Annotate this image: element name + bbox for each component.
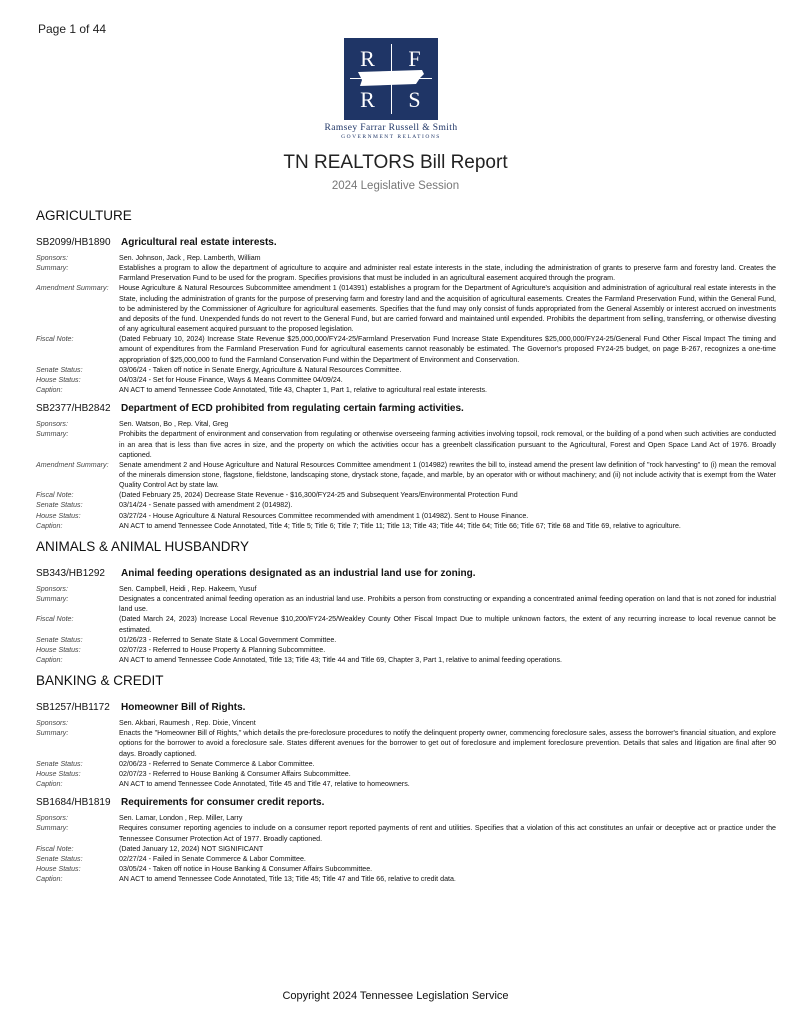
page-number: Page 1 of 44 [38,22,107,36]
field-label: Amendment Summary: [36,284,109,293]
bill-field-row [36,365,776,375]
field-label: Fiscal Note: [36,615,74,624]
field-value: Sen. Akbari, Raumesh , Rep. Dixie, Vincent [119,719,256,728]
logo-letter: F [408,46,421,71]
bill-field-row [36,419,776,429]
bill-field-row [36,253,776,263]
field-value: AN ACT to amend Tennessee Code Annotated, Title 13; Title 43; Title 44 and Title 69, Chapter 3, Part 1, relative to animal feeding operations. [119,656,562,664]
bill-field-row [36,769,776,779]
bill-field-row [36,728,776,758]
bill-number: SB2377/HB2842 [36,403,111,415]
field-value: (Dated March 24, 2023) Increase Local Revenue $10,200/FY24-25/Weakley County Other Fiscal Impact Due to multiple unknown factors, the extent of any recurring increase to local revenue cannot be estimated. [119,615,776,634]
field-value: Requires consumer reporting agencies to include on a consumer report reported payments of rent and utilities. Specifies that a violation of this act constitutes an unfair or deceptive act or practice under the Tennessee Consumer Protection Act of 1977. Broadly captioned. [119,824,776,843]
field-label: House Status: [36,865,81,874]
field-label: Summary: [36,264,69,273]
field-label: Senate Status: [36,759,83,768]
field-label: Sponsors: [36,420,68,429]
field-value: 03/27/24 - House Agriculture & Natural Resources Committee recommended with amendment 1 (014982). Sent to House Finance. [119,511,529,520]
report-subtitle: 2024 Legislative Session [331,180,460,192]
bill-field-row [36,490,776,500]
field-label: Fiscal Note: [36,335,74,344]
field-value: Establishes a program to allow the department of agriculture to acquire and administer real estate interests in the state, including the administration of grants to preserve farm and forestry land. Creates the Farmland Preservation Fund to be used for the program. Specifies provisions that must be included in an agricultural easement acquired through the program. [119,264,776,283]
field-label: Senate Status: [36,854,83,863]
bill-field-row [36,854,776,864]
field-label: Summary: [36,824,69,833]
bill-field-row [36,460,776,490]
bill-entry [36,237,776,395]
field-label: Sponsors: [36,584,68,593]
field-value: AN ACT to amend Tennessee Code Annotated, Title 4; Title 5; Title 6; Title 7; Title 11; Title 13; Title 43; Title 44; Title 64; Title 66; Title 67; Title 68 and Title 69, relative to agriculture. [119,521,681,530]
bill-field-row [36,874,776,884]
bill-field-row [36,511,776,521]
bill-field-row [36,813,776,823]
field-value: (Dated February 25, 2024) Decrease State Revenue - $16,300/FY24-25 and Subsequent Years/Environmental Protection Fund [119,491,518,500]
field-value: Designates a concentrated animal feeding operation as an industrial land use. Prohibits a person from constructing or expanding a concentrated animal feeding operation on land that is not zoned for industrial land use. [119,595,776,614]
bill-field-row [36,655,776,665]
field-value: AN ACT to amend Tennessee Code Annotated, Title 13; Title 45; Title 47 and Title 66, relative to credit data. [119,875,456,884]
field-label: Sponsors: [36,814,68,823]
field-value: AN ACT to amend Tennessee Code Annotated, Title 45 and Title 47, relative to homeowners. [119,780,410,789]
field-value: 03/14/24 - Senate passed with amendment 2 (014982). [119,501,293,510]
category-heading: ANIMALS & ANIMAL HUSBANDRY [36,538,250,554]
category-heading: AGRICULTURE [36,208,132,223]
field-value: AN ACT to amend Tennessee Code Annotated, Title 43, Chapter 1, Part 1, relative to agricultural real estate interests. [119,386,488,395]
bill-header [36,568,776,579]
firm-logo [344,38,438,120]
field-label: Senate Status: [36,501,83,510]
bill-field-row [36,645,776,655]
bill-header [36,797,776,808]
field-value: 04/03/24 - Set for House Finance, Ways & Means Committee 04/09/24. [119,375,343,384]
bill-number: SB2099/HB1890 [36,237,111,248]
field-label: Sponsors: [36,254,68,262]
bill-title: Animal feeding operations designated as an industrial land use for zoning. [121,567,476,579]
bill-field-row [36,718,776,728]
bill-title: Homeowner Bill of Rights. [121,702,246,714]
field-value: 02/07/23 - Referred to House Property & Planning Subcommittee. [119,645,326,654]
bill-field-row [36,594,776,614]
field-value: Prohibits the department of environment and conservation from regulating or otherwise overseeing farming activities involving topsoil, rock removal, or the building of a pond when such activities are conducted in an area that is less than five acres in size, and the property on which the activities occur has a greenbelt classification pursuant to the Agricultural, Forest and Open Space Land Act of 1976. Broadly captioned. [119,430,776,459]
bill-field-row [36,635,776,645]
field-label: House Status: [36,769,81,778]
field-label: Caption: [36,875,63,884]
bill-entry [36,702,776,789]
logo-letter: R [360,46,375,71]
field-value: Sen. Johnson, Jack , Rep. Lamberth, William [119,254,261,262]
field-value: 01/26/23 - Referred to Senate State & Local Government Committee. [119,635,337,644]
bill-title: Department of ECD prohibited from regulating certain farming activities. [121,403,464,415]
field-value: 02/07/23 - Referred to House Banking & Consumer Affairs Subcommittee. [119,769,351,778]
field-label: Fiscal Note: [36,491,74,500]
bill-field-row [36,823,776,843]
field-value: 03/05/24 - Taken off notice in House Banking & Consumer Affairs Subcommittee. [119,865,373,874]
logo-letter: S [408,87,421,112]
bill-title: Agricultural real estate interests. [121,237,277,248]
bill-number: SB1257/HB1172 [36,702,110,714]
bill-field-row [36,334,776,364]
field-label: Caption: [36,656,63,664]
footer-copyright: Copyright 2024 Tennessee Legislation Service [282,990,509,1002]
field-label: Caption: [36,521,63,530]
field-label: House Status: [36,375,81,384]
field-value: Sen. Watson, Bo , Rep. Vital, Greg [119,420,229,429]
bill-header [36,702,776,713]
bill-field-row [36,521,776,531]
field-label: Sponsors: [36,719,68,728]
field-label: Senate Status: [36,635,83,644]
field-value: (Dated February 10, 2024) Increase State Revenue $25,000,000/FY24-25/Farmland Preservation Fund Increase State Expenditures $25,000,000/FY24-25/General Fund Other Fiscal Impact The timing and amount of expenditures from the Farmland Preservation Fund for agricultural easements cannot reasonably be estimated. The Governor's proposed FY24-25 budget, on page B-267, recognizes a one-time appropriation of $25,000,000 to fund the Farmland Conservation Fund within the Department of Environment and Conservation. [119,335,776,364]
bill-number: SB343/HB1292 [36,567,105,579]
field-label: Amendment Summary: [36,460,109,469]
field-label: Summary: [36,729,69,738]
bill-field-row [36,759,776,769]
bill-field-row [36,614,776,634]
bill-title: Requirements for consumer credit reports. [121,797,325,809]
bill-field-row [36,864,776,874]
field-value: 02/27/24 - Failed in Senate Commerce & Labor Committee. [119,854,306,863]
bill-field-row [36,779,776,789]
field-value: 03/06/24 - Taken off notice in Senate Energy, Agriculture & Natural Resources Committee. [119,365,402,374]
field-label: Caption: [36,386,63,395]
field-label: Summary: [36,595,69,604]
bill-field-row [36,283,776,334]
bill-header [36,237,776,248]
bill-field-row [36,429,776,459]
field-value: House Agriculture & Natural Resources Subcommittee amendment 1 (014391) establishes a program for the Department of Agriculture's acquisition and administration of agricultural real estate interests in the State, including the administration of grants for the purpose of preserving farm and forestry land and the acquisition of agricultural easements. Creates the Farmland Preservation Fund, within the General Fund, to be administered by the Commissioner of Agriculture for agricultural easements. Specifies that the fund may only consist of funds appropriated from the General Assembly or interest accrued on investments and deposits of the fund. Unexpended funds do not revert to the General Fund, but are carried forward and maintained until expended. Prohibits the department from selling, transferring, or otherwise divesting of any agricultural easement acquired pursuant to the proposed legislation. [119,284,776,334]
field-value: (Dated January 12, 2024) NOT SIGNIFICANT [119,844,264,853]
field-label: Senate Status: [36,365,83,374]
bill-field-row [36,584,776,594]
bill-entry [36,568,776,665]
field-value: Sen. Lamar, London , Rep. Miller, Larry [119,814,243,823]
report-content [36,208,776,892]
bill-number: SB1684/HB1819 [36,797,111,809]
field-value: 02/06/23 - Referred to Senate Commerce & Labor Committee. [119,759,315,768]
bill-entry [36,797,776,884]
bill-field-row [36,844,776,854]
bill-field-row [36,375,776,385]
field-value: Sen. Campbell, Heidi , Rep. Hakeem, Yusuf [119,584,257,593]
bill-field-row [36,500,776,510]
bill-field-row [36,385,776,395]
field-label: Fiscal Note: [36,844,74,853]
field-label: Caption: [36,780,63,789]
field-value: Senate amendment 2 and House Agriculture and Natural Resources Committee amendment 1 (014982) rewrites the bill to, instead amend the present law definition of "rock harvesting" to (i) mean the removal of the minerals dimension stone, flagstone, fieldstone, landscaping stone, drystack stone, façade, and marble, by an operator with or without machinery; and (ii) not include activity that is exempt from the Water Quality Control Act by state law. [119,460,776,490]
field-label: House Status: [36,511,81,520]
bill-header [36,403,776,414]
field-label: House Status: [36,645,81,654]
category-heading: BANKING & CREDIT [36,673,164,689]
firm-name: Ramsey Farrar Russell & Smith [324,123,458,133]
field-label: Summary: [36,430,69,439]
field-value: Enacts the "Homeowner Bill of Rights," which details the pre-foreclosure procedures to notify the delinquent property owner, commencing foreclosure sales, assess the borrower's financial situation, and explore options for the borrower to avoid a foreclosure sale. States different avenues for the borrower to get out of foreclosure and implement foreclosure prevention. Details that sales and litigation are final after 90 days. Broadly captioned. [119,729,776,758]
bill-entry [36,403,776,531]
report-title: TN REALTORS Bill Report [283,152,508,173]
firm-subtitle: GOVERNMENT RELATIONS [341,134,441,140]
logo-letter: R [360,87,375,112]
bill-field-row [36,263,776,283]
